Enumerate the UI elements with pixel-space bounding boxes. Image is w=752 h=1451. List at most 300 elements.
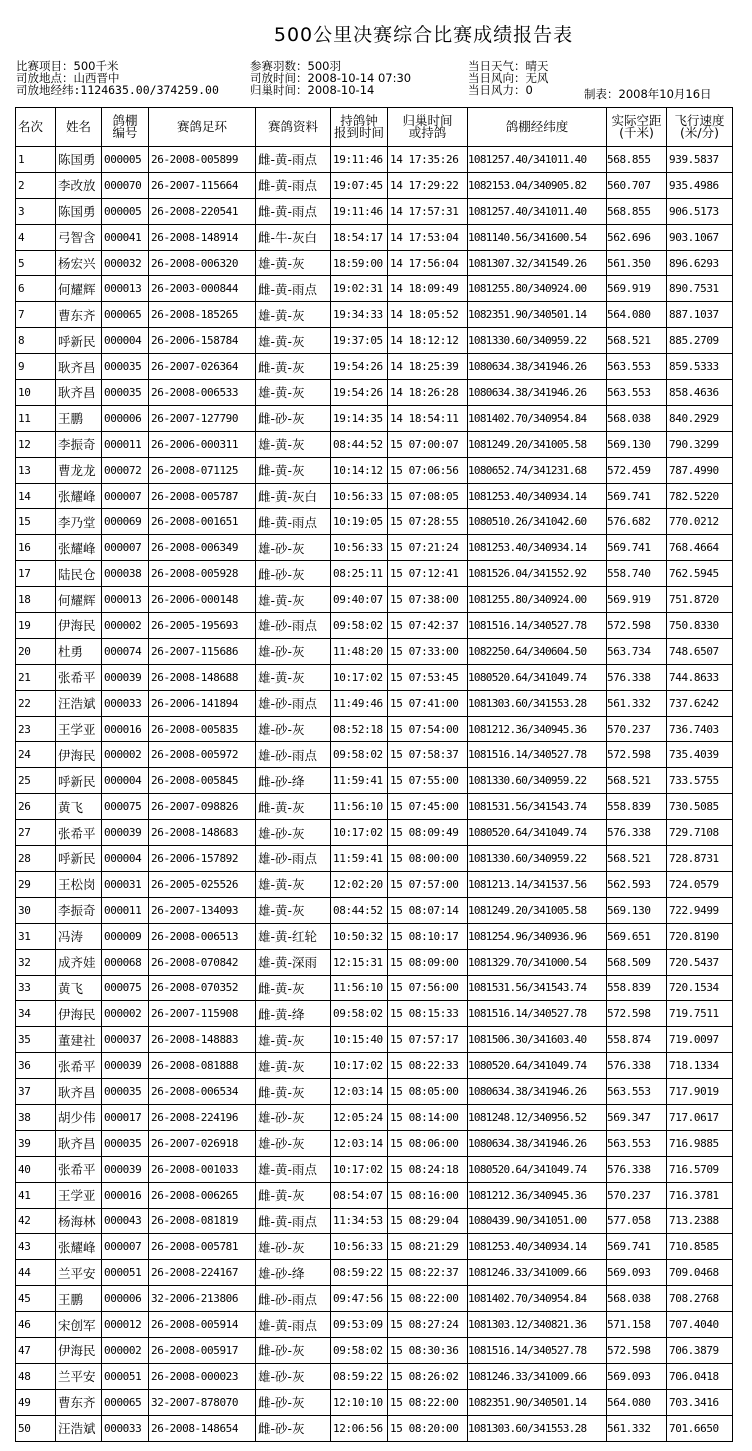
info-cell: 雌-砂-灰 xyxy=(256,405,331,431)
speed-cell: 733.5755 xyxy=(667,768,733,794)
speed-cell: 724.0579 xyxy=(667,871,733,897)
rank-cell: 13 xyxy=(16,457,56,483)
table-row xyxy=(16,1234,733,1260)
name-cell: 汪浩斌 xyxy=(56,690,102,716)
speed-cell: 750.8330 xyxy=(667,613,733,639)
arrival-time-cell: 15 07:38:00 xyxy=(388,587,468,613)
loft-no-cell: 000039 xyxy=(102,820,149,846)
ring-cell: 26-2008-006513 xyxy=(149,923,256,949)
rank-cell: 2 xyxy=(16,172,56,198)
table-row xyxy=(16,768,733,794)
name-cell: 张耀峰 xyxy=(56,1234,102,1260)
info-cell: 雄-砂-雨点 xyxy=(256,846,331,872)
ring-cell: 26-2005-025526 xyxy=(149,871,256,897)
ring-cell: 26-2008-006349 xyxy=(149,535,256,561)
info-cell: 雄-黄-灰 xyxy=(256,302,331,328)
clock-time-cell: 10:15:40 xyxy=(331,1027,388,1053)
coords-cell: 1081257.40/341011.40 xyxy=(468,147,607,173)
loft-no-cell: 000051 xyxy=(102,1260,149,1286)
distance-cell: 569.347 xyxy=(607,1104,667,1130)
table-row xyxy=(16,1286,733,1312)
distance-cell: 561.332 xyxy=(607,690,667,716)
header-speed xyxy=(667,108,733,147)
speed-cell: 709.0468 xyxy=(667,1260,733,1286)
name-cell: 耿齐昌 xyxy=(56,380,102,406)
clock-time-cell: 11:48:20 xyxy=(331,638,388,664)
ring-cell: 26-2008-148683 xyxy=(149,820,256,846)
info-cell: 雄-砂-雨点 xyxy=(256,613,331,639)
ring-cell: 26-2003-000844 xyxy=(149,276,256,302)
loft-no-cell: 000016 xyxy=(102,1182,149,1208)
clock-time-cell: 11:56:10 xyxy=(331,975,388,1001)
info-cell: 雄-砂-雨点 xyxy=(256,690,331,716)
coords-cell: 1081253.40/340934.14 xyxy=(468,483,607,509)
info-cell: 雄-黄-灰 xyxy=(256,897,331,923)
distance-cell: 572.459 xyxy=(607,457,667,483)
arrival-time-cell: 15 07:57:17 xyxy=(388,1027,468,1053)
info-cell: 雌-黄-绛 xyxy=(256,1001,331,1027)
rank-cell: 32 xyxy=(16,949,56,975)
coords-cell: 1081531.56/341543.74 xyxy=(468,975,607,1001)
loft-no-cell: 000002 xyxy=(102,742,149,768)
loft-no-cell: 000002 xyxy=(102,1001,149,1027)
rank-cell: 30 xyxy=(16,897,56,923)
table-row xyxy=(16,1182,733,1208)
table-row xyxy=(16,794,733,820)
name-cell: 伊海民 xyxy=(56,613,102,639)
clock-time-cell: 09:40:07 xyxy=(331,587,388,613)
distance-cell: 576.338 xyxy=(607,1053,667,1079)
speed-cell: 744.8633 xyxy=(667,664,733,690)
name-cell: 曹东齐 xyxy=(56,1389,102,1415)
distance-cell: 569.130 xyxy=(607,897,667,923)
loft-no-cell: 000007 xyxy=(102,1234,149,1260)
coords-cell: 1081516.14/340527.78 xyxy=(468,1001,607,1027)
header-clock xyxy=(331,108,388,147)
arrival-time-cell: 15 08:22:37 xyxy=(388,1260,468,1286)
clock-time-cell: 11:56:10 xyxy=(331,794,388,820)
loft-no-cell: 000039 xyxy=(102,664,149,690)
table-row xyxy=(16,1389,733,1415)
table-row xyxy=(16,820,733,846)
info-cell: 雄-砂-灰 xyxy=(256,820,331,846)
speed-cell: 903.1067 xyxy=(667,224,733,250)
distance-cell: 561.332 xyxy=(607,1415,667,1441)
rank-cell: 17 xyxy=(16,561,56,587)
rank-cell: 7 xyxy=(16,302,56,328)
ring-cell: 26-2007-115908 xyxy=(149,1001,256,1027)
clock-time-cell: 08:44:52 xyxy=(331,431,388,457)
table-row xyxy=(16,975,733,1001)
wind-direction: 当日风向：无风 xyxy=(468,71,549,85)
header-clock-line1: 持鸽钟 xyxy=(340,113,378,128)
speed-cell: 840.2929 xyxy=(667,405,733,431)
name-cell: 王学亚 xyxy=(56,1182,102,1208)
info-cell: 雌-砂-灰 xyxy=(256,1415,331,1441)
distance-cell: 558.874 xyxy=(607,1027,667,1053)
loft-no-cell: 000007 xyxy=(102,535,149,561)
distance-cell: 568.038 xyxy=(607,1286,667,1312)
loft-no-cell: 000037 xyxy=(102,1027,149,1053)
loft-no-cell: 000070 xyxy=(102,172,149,198)
coords-cell: 1081140.56/341600.54 xyxy=(468,224,607,250)
coords-cell: 1081506.30/341603.40 xyxy=(468,1027,607,1053)
table-row xyxy=(16,613,733,639)
header-clock-line2: 报到时间 xyxy=(333,125,384,140)
distance-cell: 563.553 xyxy=(607,1130,667,1156)
coords-cell: 1080439.90/341051.00 xyxy=(468,1208,607,1234)
loft-no-cell: 000007 xyxy=(102,483,149,509)
arrival-time-cell: 14 18:26:28 xyxy=(388,380,468,406)
info-cell: 雌-黄-灰 xyxy=(256,1079,331,1105)
info-cell: 雌-砂-雨点 xyxy=(256,1286,331,1312)
name-cell: 耿齐昌 xyxy=(56,1130,102,1156)
name-cell: 曹东齐 xyxy=(56,302,102,328)
arrival-time-cell: 15 07:08:05 xyxy=(388,483,468,509)
ring-cell: 26-2008-081888 xyxy=(149,1053,256,1079)
table-row xyxy=(16,923,733,949)
speed-cell: 720.5437 xyxy=(667,949,733,975)
info-cell: 雄-黄-雨点 xyxy=(256,1156,331,1182)
arrival-time-cell: 15 07:53:45 xyxy=(388,664,468,690)
speed-cell: 859.5333 xyxy=(667,354,733,380)
name-cell: 何耀辉 xyxy=(56,587,102,613)
loft-no-cell: 000051 xyxy=(102,1363,149,1389)
distance-cell: 571.158 xyxy=(607,1312,667,1338)
arrival-time-cell: 15 08:22:00 xyxy=(388,1389,468,1415)
speed-cell: 887.1037 xyxy=(667,302,733,328)
coords-cell: 1081307.32/341549.26 xyxy=(468,250,607,276)
ring-cell: 32-2006-213806 xyxy=(149,1286,256,1312)
distance-cell: 576.682 xyxy=(607,509,667,535)
header-distance xyxy=(607,108,667,147)
arrival-time-cell: 15 08:07:14 xyxy=(388,897,468,923)
distance-cell: 572.598 xyxy=(607,742,667,768)
loft-no-cell: 000031 xyxy=(102,871,149,897)
coords-cell: 1081212.36/340945.36 xyxy=(468,716,607,742)
weather: 当日天气：晴天 xyxy=(468,59,549,73)
info-cell: 雄-黄-灰 xyxy=(256,380,331,406)
ring-cell: 26-2008-006320 xyxy=(149,250,256,276)
speed-cell: 735.4039 xyxy=(667,742,733,768)
distance-cell: 569.741 xyxy=(607,483,667,509)
clock-time-cell: 10:56:33 xyxy=(331,483,388,509)
coords-cell: 1081213.14/341537.56 xyxy=(468,871,607,897)
arrival-time-cell: 15 08:24:18 xyxy=(388,1156,468,1182)
loft-no-cell: 000065 xyxy=(102,302,149,328)
release-coords: 司放地经纬:1124635.00/374259.00 xyxy=(16,83,219,97)
clock-time-cell: 09:58:02 xyxy=(331,1337,388,1363)
clock-time-cell: 09:53:09 xyxy=(331,1312,388,1338)
clock-time-cell: 10:56:33 xyxy=(331,1234,388,1260)
ring-cell: 26-2008-148883 xyxy=(149,1027,256,1053)
speed-cell: 718.1334 xyxy=(667,1053,733,1079)
table-row xyxy=(16,198,733,224)
speed-cell: 896.6293 xyxy=(667,250,733,276)
name-cell: 伊海民 xyxy=(56,1001,102,1027)
arrival-time-cell: 15 07:12:41 xyxy=(388,561,468,587)
distance-cell: 569.651 xyxy=(607,923,667,949)
speed-cell: 730.5085 xyxy=(667,794,733,820)
distance-cell: 563.553 xyxy=(607,354,667,380)
rank-cell: 12 xyxy=(16,431,56,457)
ring-cell: 26-2007-026918 xyxy=(149,1130,256,1156)
distance-cell: 569.919 xyxy=(607,587,667,613)
clock-time-cell: 11:34:53 xyxy=(331,1208,388,1234)
table-row xyxy=(16,380,733,406)
arrival-time-cell: 14 17:35:26 xyxy=(388,147,468,173)
clock-time-cell: 12:05:24 xyxy=(331,1104,388,1130)
rank-cell: 34 xyxy=(16,1001,56,1027)
rank-cell: 39 xyxy=(16,1130,56,1156)
coords-cell: 1081255.80/340924.00 xyxy=(468,276,607,302)
rank-cell: 48 xyxy=(16,1363,56,1389)
clock-time-cell: 09:47:56 xyxy=(331,1286,388,1312)
clock-time-cell: 12:06:56 xyxy=(331,1415,388,1441)
table-row xyxy=(16,302,733,328)
arrival-time-cell: 14 18:12:12 xyxy=(388,328,468,354)
header-arrival xyxy=(388,108,468,147)
loft-no-cell: 000002 xyxy=(102,613,149,639)
coords-cell: 1080520.64/341049.74 xyxy=(468,1156,607,1182)
header-distance-line2: (千米) xyxy=(619,125,654,140)
name-cell: 兰平安 xyxy=(56,1260,102,1286)
ring-cell: 26-2008-081819 xyxy=(149,1208,256,1234)
return-time: 归巢时间：2008-10-14 xyxy=(250,83,375,97)
coords-cell: 1081249.20/341005.58 xyxy=(468,897,607,923)
name-cell: 耿齐昌 xyxy=(56,1079,102,1105)
loft-no-cell: 000038 xyxy=(102,561,149,587)
distance-cell: 564.080 xyxy=(607,302,667,328)
race-item: 比赛项目：500千米 xyxy=(16,59,119,73)
rank-cell: 10 xyxy=(16,380,56,406)
speed-cell: 751.8720 xyxy=(667,587,733,613)
info-cell: 雌-黄-雨点 xyxy=(256,172,331,198)
arrival-time-cell: 15 07:00:07 xyxy=(388,431,468,457)
loft-no-cell: 000033 xyxy=(102,690,149,716)
info-cell: 雌-砂-灰 xyxy=(256,1389,331,1415)
release-place: 司放地点：山西晋中 xyxy=(16,71,120,85)
arrival-time-cell: 15 08:15:33 xyxy=(388,1001,468,1027)
speed-cell: 737.6242 xyxy=(667,690,733,716)
arrival-time-cell: 15 08:09:00 xyxy=(388,949,468,975)
coords-cell: 1081330.60/340959.22 xyxy=(468,768,607,794)
distance-cell: 572.598 xyxy=(607,1001,667,1027)
table-row xyxy=(16,638,733,664)
arrival-time-cell: 14 18:54:11 xyxy=(388,405,468,431)
ring-cell: 26-2007-026364 xyxy=(149,354,256,380)
loft-no-cell: 000041 xyxy=(102,224,149,250)
ring-cell: 26-2006-157892 xyxy=(149,846,256,872)
name-cell: 呼新民 xyxy=(56,846,102,872)
loft-no-cell: 000017 xyxy=(102,1104,149,1130)
rank-cell: 50 xyxy=(16,1415,56,1441)
table-row xyxy=(16,354,733,380)
arrival-time-cell: 15 07:33:00 xyxy=(388,638,468,664)
rank-cell: 5 xyxy=(16,250,56,276)
ring-cell: 26-2008-148914 xyxy=(149,224,256,250)
info-cell: 雄-砂-灰 xyxy=(256,1234,331,1260)
speed-cell: 939.5837 xyxy=(667,147,733,173)
header-speed-line2: (米/分) xyxy=(680,125,719,140)
ring-cell: 26-2008-005781 xyxy=(149,1234,256,1260)
header-name: 姓名 xyxy=(56,108,102,147)
ring-cell: 26-2007-115664 xyxy=(149,172,256,198)
distance-cell: 558.839 xyxy=(607,794,667,820)
coords-cell: 1081254.96/340936.96 xyxy=(468,923,607,949)
arrival-time-cell: 15 07:56:00 xyxy=(388,975,468,1001)
speed-cell: 707.4040 xyxy=(667,1312,733,1338)
header-info: 赛鸽资料 xyxy=(256,108,331,147)
name-cell: 张希平 xyxy=(56,664,102,690)
ring-cell: 26-2008-148688 xyxy=(149,664,256,690)
name-cell: 汪浩斌 xyxy=(56,1415,102,1441)
distance-cell: 569.919 xyxy=(607,276,667,302)
loft-no-cell: 000002 xyxy=(102,1337,149,1363)
coords-cell: 1081212.36/340945.36 xyxy=(468,1182,607,1208)
arrival-time-cell: 15 07:41:00 xyxy=(388,690,468,716)
table-row xyxy=(16,587,733,613)
clock-time-cell: 08:25:11 xyxy=(331,561,388,587)
clock-time-cell: 10:50:32 xyxy=(331,923,388,949)
ring-cell: 26-2008-001651 xyxy=(149,509,256,535)
rank-cell: 27 xyxy=(16,820,56,846)
header-coords: 鸽棚经纬度 xyxy=(468,108,607,147)
speed-cell: 703.3416 xyxy=(667,1389,733,1415)
info-cell: 雄-砂-灰 xyxy=(256,716,331,742)
ring-cell: 26-2006-000311 xyxy=(149,431,256,457)
arrival-time-cell: 15 08:26:02 xyxy=(388,1363,468,1389)
speed-cell: 736.7403 xyxy=(667,716,733,742)
info-cell: 雌-牛-灰白 xyxy=(256,224,331,250)
name-cell: 胡少伟 xyxy=(56,1104,102,1130)
distance-cell: 563.553 xyxy=(607,1079,667,1105)
speed-cell: 885.2709 xyxy=(667,328,733,354)
loft-no-cell: 000043 xyxy=(102,1208,149,1234)
clock-time-cell: 12:15:31 xyxy=(331,949,388,975)
name-cell: 王学亚 xyxy=(56,716,102,742)
loft-no-cell: 000035 xyxy=(102,1079,149,1105)
rank-cell: 42 xyxy=(16,1208,56,1234)
rank-cell: 40 xyxy=(16,1156,56,1182)
loft-no-cell: 000069 xyxy=(102,509,149,535)
arrival-time-cell: 14 18:25:39 xyxy=(388,354,468,380)
ring-cell: 26-2008-005972 xyxy=(149,742,256,768)
rank-cell: 35 xyxy=(16,1027,56,1053)
name-cell: 呼新民 xyxy=(56,328,102,354)
clock-time-cell: 19:37:05 xyxy=(331,328,388,354)
arrival-time-cell: 14 17:56:04 xyxy=(388,250,468,276)
header-distance-line1: 实际空距 xyxy=(611,113,662,128)
distance-cell: 563.734 xyxy=(607,638,667,664)
name-cell: 黄飞 xyxy=(56,975,102,1001)
loft-no-cell: 000004 xyxy=(102,846,149,872)
loft-no-cell: 000013 xyxy=(102,587,149,613)
rank-cell: 47 xyxy=(16,1337,56,1363)
info-cell: 雄-黄-灰 xyxy=(256,1027,331,1053)
speed-cell: 713.2388 xyxy=(667,1208,733,1234)
rank-cell: 45 xyxy=(16,1286,56,1312)
coords-cell: 1082351.90/340501.14 xyxy=(468,1389,607,1415)
arrival-time-cell: 15 07:06:56 xyxy=(388,457,468,483)
info-cell: 雌-黄-雨点 xyxy=(256,147,331,173)
name-cell: 杨海林 xyxy=(56,1208,102,1234)
info-cell: 雄-砂-灰 xyxy=(256,535,331,561)
name-cell: 弓智含 xyxy=(56,224,102,250)
distance-cell: 570.237 xyxy=(607,1182,667,1208)
info-cell: 雌-砂-绛 xyxy=(256,768,331,794)
coords-cell: 1081330.60/340959.22 xyxy=(468,328,607,354)
distance-cell: 568.855 xyxy=(607,198,667,224)
ring-cell: 26-2007-115686 xyxy=(149,638,256,664)
arrival-time-cell: 15 07:55:00 xyxy=(388,768,468,794)
loft-no-cell: 000004 xyxy=(102,328,149,354)
speed-cell: 708.2768 xyxy=(667,1286,733,1312)
loft-no-cell: 000065 xyxy=(102,1389,149,1415)
loft-no-cell: 000035 xyxy=(102,380,149,406)
rank-cell: 46 xyxy=(16,1312,56,1338)
clock-time-cell: 11:59:41 xyxy=(331,846,388,872)
rank-cell: 23 xyxy=(16,716,56,742)
distance-cell: 568.038 xyxy=(607,405,667,431)
arrival-time-cell: 15 08:16:00 xyxy=(388,1182,468,1208)
rank-cell: 43 xyxy=(16,1234,56,1260)
info-cell: 雌-黄-灰白 xyxy=(256,483,331,509)
loft-no-cell: 000035 xyxy=(102,1130,149,1156)
speed-cell: 770.0212 xyxy=(667,509,733,535)
loft-no-cell: 000005 xyxy=(102,147,149,173)
speed-cell: 782.5220 xyxy=(667,483,733,509)
ring-cell: 26-2005-195693 xyxy=(149,613,256,639)
loft-no-cell: 000033 xyxy=(102,1415,149,1441)
ring-cell: 26-2008-000023 xyxy=(149,1363,256,1389)
table-row xyxy=(16,276,733,302)
table-row xyxy=(16,1001,733,1027)
name-cell: 陈国勇 xyxy=(56,147,102,173)
ring-cell: 26-2008-224167 xyxy=(149,1260,256,1286)
info-cell: 雄-砂-绛 xyxy=(256,1260,331,1286)
clock-time-cell: 10:17:02 xyxy=(331,1156,388,1182)
clock-time-cell: 08:59:22 xyxy=(331,1363,388,1389)
rank-cell: 3 xyxy=(16,198,56,224)
arrival-time-cell: 15 08:09:49 xyxy=(388,820,468,846)
ring-cell: 26-2006-158784 xyxy=(149,328,256,354)
distance-cell: 572.598 xyxy=(607,1337,667,1363)
coords-cell: 1081402.70/340954.84 xyxy=(468,405,607,431)
name-cell: 张耀峰 xyxy=(56,535,102,561)
results-table xyxy=(15,107,733,1442)
rank-cell: 4 xyxy=(16,224,56,250)
rank-cell: 21 xyxy=(16,664,56,690)
ring-cell: 26-2008-070352 xyxy=(149,975,256,1001)
table-row xyxy=(16,949,733,975)
name-cell: 杜勇 xyxy=(56,638,102,664)
info-cell: 雌-黄-雨点 xyxy=(256,276,331,302)
rank-cell: 20 xyxy=(16,638,56,664)
clock-time-cell: 19:34:33 xyxy=(331,302,388,328)
arrival-time-cell: 15 08:10:17 xyxy=(388,923,468,949)
name-cell: 李乃堂 xyxy=(56,509,102,535)
speed-cell: 935.4986 xyxy=(667,172,733,198)
coords-cell: 1082153.04/340905.82 xyxy=(468,172,607,198)
arrival-time-cell: 15 07:42:37 xyxy=(388,613,468,639)
distance-cell: 568.521 xyxy=(607,846,667,872)
speed-cell: 729.7108 xyxy=(667,820,733,846)
speed-cell: 716.3781 xyxy=(667,1182,733,1208)
name-cell: 杨宏兴 xyxy=(56,250,102,276)
ring-cell: 26-2008-006534 xyxy=(149,1079,256,1105)
speed-cell: 787.4990 xyxy=(667,457,733,483)
